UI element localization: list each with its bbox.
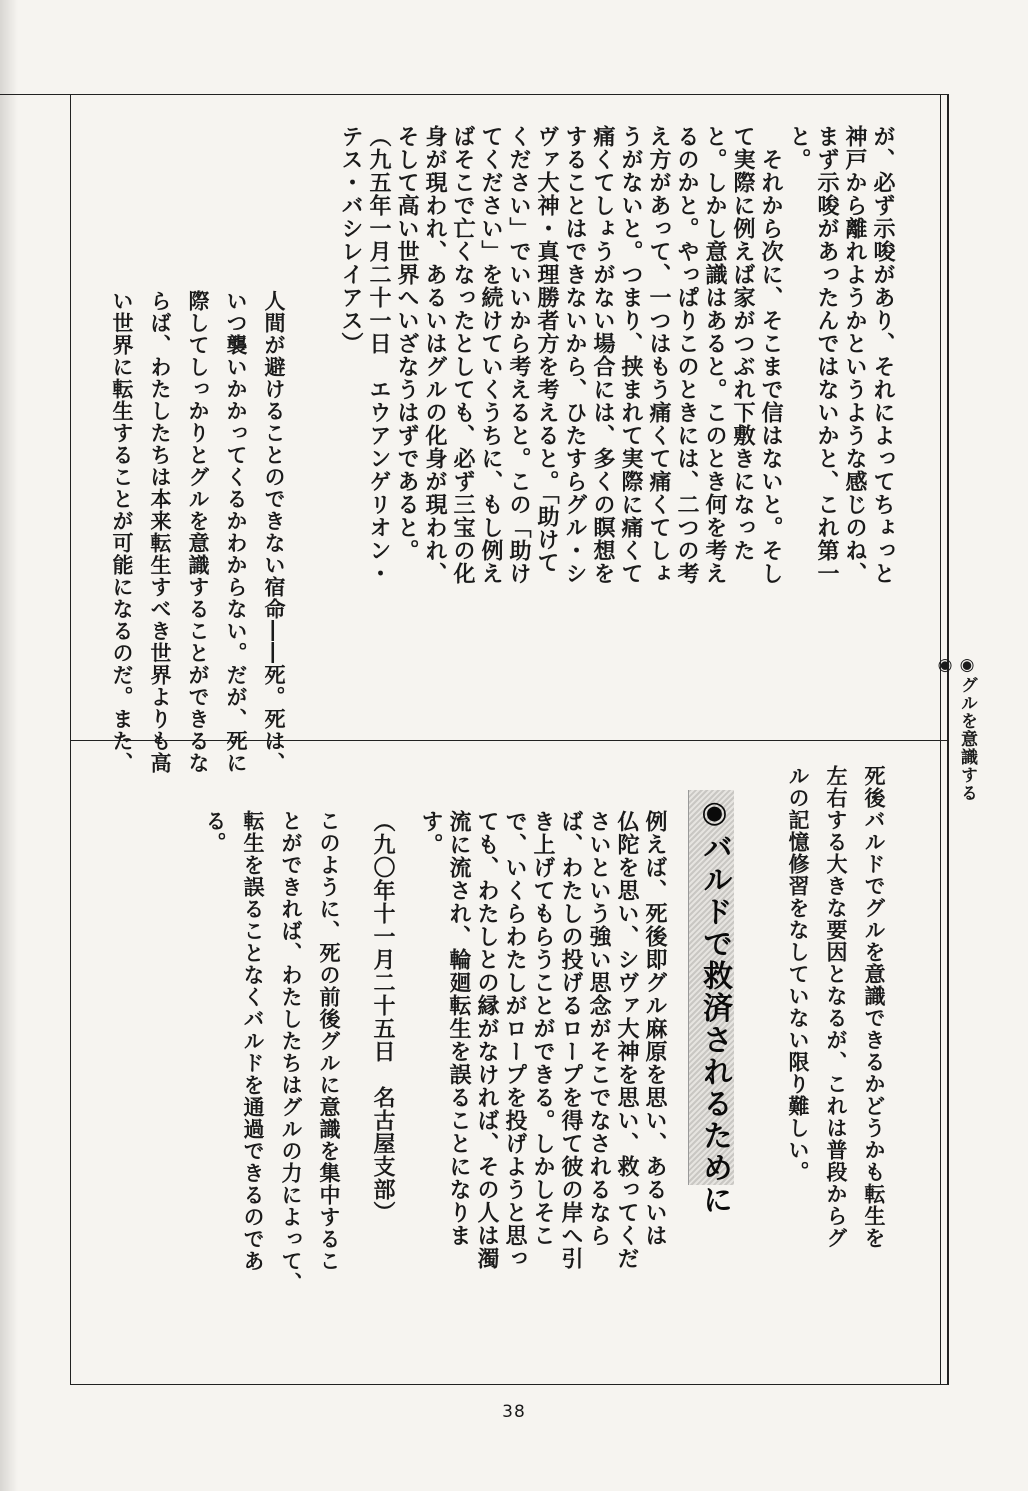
side-rule-inner [940,94,941,1385]
side-rule-outer [948,94,949,1385]
text-column: 左右する大きな要因となるが、これは普段からグ [824,765,849,1249]
text-column: てください」を続けていくうちに、もし例え [478,125,504,585]
text-column: ても、わたしとの縁がなければ、その人は濁 [474,810,500,1270]
text-column: い世界に転生することが可能になるのだ。また、 [110,290,135,774]
text-column: と。しかし意識はあると。このとき何を考え [702,125,728,585]
text-column: ください」でいいから考えると。この「助け [506,125,532,585]
text-column: 仏陀を思い、シヴァ大神を思い、救ってくだ [614,810,640,1270]
text-column: とができれば、わたしたちはグルの力によって、 [279,810,304,1294]
text-column: （九〇年十一月二十五日 名古屋支部） [370,810,396,1224]
text-column: き上げてもらうことができる。しかしそこ [530,810,556,1247]
text-column: さいという強い思念がそこでなされるなら [586,810,612,1247]
text-column: テス・バシレイアス） [338,125,364,355]
text-column: ヴァ大神・真理勝者方を考えると。「助けて [534,125,560,574]
text-column: 痛くてしょうがない場合には、多くの瞑想を [590,125,616,585]
text-column: て実際に例えば家がつぶれ下敷きになった [730,125,756,562]
text-column: らば、わたしたちは本来転生すべき世界よりも高 [148,290,173,774]
text-column: （九五年一月二十一日 エウアンゲリオン・ [366,125,392,585]
text-column: す。 [418,810,444,856]
text-column: で、いくらわたしがロープを投げようと思っ [502,810,528,1270]
text-column: と。 [786,125,812,171]
text-column: ば、わたしの投げるロープを得て彼の岸へ引 [558,810,584,1270]
text-column: このように、死の前後グルに意識を集中するこ [317,810,342,1272]
text-column: いつ襲いかかってくるかわからない。だが、死に [224,290,249,774]
text-column: 際してしっかりとグルを意識することができるな [186,290,211,774]
binding-shadow [0,0,18,1491]
text-column: 死後バルドでグルを意識できるかどうかも転生を [862,765,887,1249]
text-column: 身が現われ、あるいはグルの化身が現われ、 [422,125,448,585]
text-column: 人間が避けることのできない宿命――死。死は、 [262,290,287,774]
text-column: 転生を誤ることなくバルドを通過できるのであ [241,810,266,1272]
top-rule [0,94,70,95]
text-column: え方があって、一つはもう痛くて痛くてしょ [646,125,672,585]
section-label: ◉グルを意識する◉ [935,655,977,802]
text-column: 例えば、死後即グル麻原を思い、あるいは [642,810,668,1247]
text-column: することはできないから、ひたすらグル・シ [562,125,588,585]
text-column: 流に流され、輪廻転生を誤ることになりま [446,810,472,1247]
section-heading: ◉バルドで救済されるために [697,795,732,1216]
text-column: それから次に、そこまで信はないと。そし [758,125,784,585]
text-column: そして高い世界へいざなうはずであると。 [394,125,420,562]
text-column: ばそこで亡くなったとしても、必ず三宝の化 [450,125,476,585]
text-column: ルの記憶修習をなしていない限り難しい。 [786,765,811,1183]
page-number: 38 [502,1402,526,1422]
text-column: うがないと。つまり、挟まれて実際に痛くて [618,125,644,585]
text-column: まず示唆があったんではないかと、これ第一 [814,125,840,585]
text-column: るのかと。やっぱりこのときには、二つの考 [674,125,700,585]
text-column: が、必ず示唆があり、それによってちょっと [870,125,896,585]
text-column: る。 [203,810,228,854]
text-column: 神戸から離れようかというような感じのね、 [842,125,868,585]
